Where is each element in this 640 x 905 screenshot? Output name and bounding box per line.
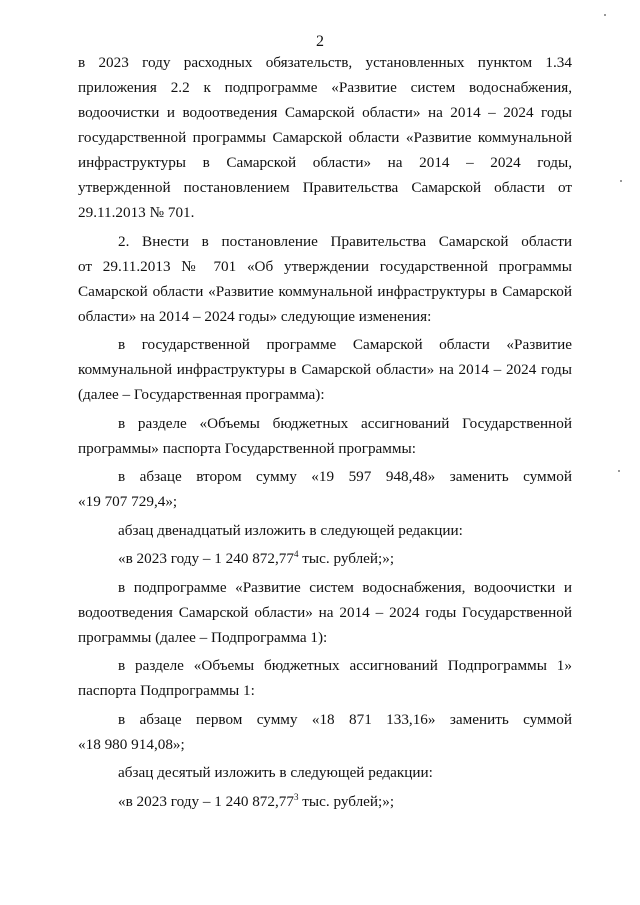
paragraph-subprogram xyxy=(78,575,572,650)
text-line: водоочистки и водоотведения Самарской области» на 2014 – 2024 годы xyxy=(78,104,572,121)
text-line: программы (далее – Подпрограмма 1): xyxy=(78,628,328,646)
paragraph-2023-amount-a xyxy=(78,546,572,571)
text-line: в 2023 году расходных обязательств, установленных пунктом 1.34 xyxy=(78,54,572,71)
paragraph-twelfth-abzac xyxy=(78,518,572,543)
amount-suffix: тыс. рублей;»; xyxy=(298,550,395,567)
text-line xyxy=(78,789,572,814)
paragraph-item-2 xyxy=(78,229,572,329)
text-line: в подпрограмме «Развитие систем водоснабжения, водоочистки и xyxy=(118,578,572,596)
text-line: паспорта Подпрограммы 1: xyxy=(78,682,255,699)
paragraph-second-abzac xyxy=(78,464,572,514)
paragraph-first-abzac xyxy=(78,707,572,757)
text-line: абзац двенадцатый изложить в следующей редакции: xyxy=(118,521,463,539)
text-line: 29.11.2013 № 701. xyxy=(78,204,195,221)
amount-suffix: тыс. рублей;»; xyxy=(298,792,395,810)
text-line: в абзаце первом сумму «18 871 133,16» заменить суммой xyxy=(118,710,572,728)
document-body xyxy=(78,50,572,817)
text-line: в абзаце втором сумму «19 597 948,48» заменить суммой xyxy=(118,468,572,485)
paragraph-expense-obligations xyxy=(78,50,572,225)
footnote-marker: 3 xyxy=(293,791,299,802)
text-line: государственной программы Самарской области «Развитие коммунальной xyxy=(78,129,572,146)
text-line: области» на 2014 – 2024 годы» следующие изменения: xyxy=(78,307,432,325)
amount-text: «в 2023 году – 1 240 872,77 xyxy=(118,792,294,810)
text-line: «18 980 914,08»; xyxy=(78,735,185,753)
amount-text: «в 2023 году – 1 240 872,77 xyxy=(118,550,294,567)
footnote-marker: 4 xyxy=(293,549,299,559)
paragraph-budget-section xyxy=(78,411,572,461)
page-number: 2 xyxy=(316,33,324,50)
text-line: приложения 2.2 к подпрограмме «Развитие систем водоснабжения, xyxy=(78,79,572,96)
text-line: Самарской области «Развитие коммунальной инфраструктуры в Самарской xyxy=(78,282,572,300)
text-line: 2. Внести в постановление Правительства Самарской области xyxy=(118,232,572,250)
text-line: водоотведения Самарской области» на 2014 – 2024 годы Государственной xyxy=(78,603,572,621)
text-line: утвержденной постановлением Правительства Самарской области от xyxy=(78,179,572,196)
text-line: программы» паспорта Государственной программы: xyxy=(78,439,416,457)
text-line: «19 707 729,4»; xyxy=(78,493,178,510)
paragraph-subprogram-budget xyxy=(78,653,572,703)
text-line: коммунальной инфраструктуры в Самарской области» на 2014 – 2024 годы xyxy=(78,361,572,378)
text-line: в разделе «Объемы бюджетных ассигнований Подпрограммы 1» xyxy=(118,657,572,674)
scan-speck xyxy=(620,180,622,182)
paragraph-2023-amount-b xyxy=(78,789,572,814)
text-line: инфраструктуры в Самарской области» на 2014 – 2024 годы, xyxy=(78,154,572,171)
text-line: (далее – Государственная программа): xyxy=(78,386,325,403)
text-line: абзац десятый изложить в следующей редакции: xyxy=(118,764,433,781)
text-line: в государственной программе Самарской области «Развитие xyxy=(118,336,572,353)
paragraph-tenth-abzac xyxy=(78,760,572,785)
text-line xyxy=(78,546,572,571)
text-line: в разделе «Объемы бюджетных ассигнований Государственной xyxy=(118,414,572,432)
scan-speck xyxy=(604,14,606,16)
scan-speck xyxy=(618,470,620,472)
paragraph-state-program xyxy=(78,332,572,407)
text-line: от 29.11.2013 № 701 «Об утверждении государственной программы xyxy=(78,257,572,275)
